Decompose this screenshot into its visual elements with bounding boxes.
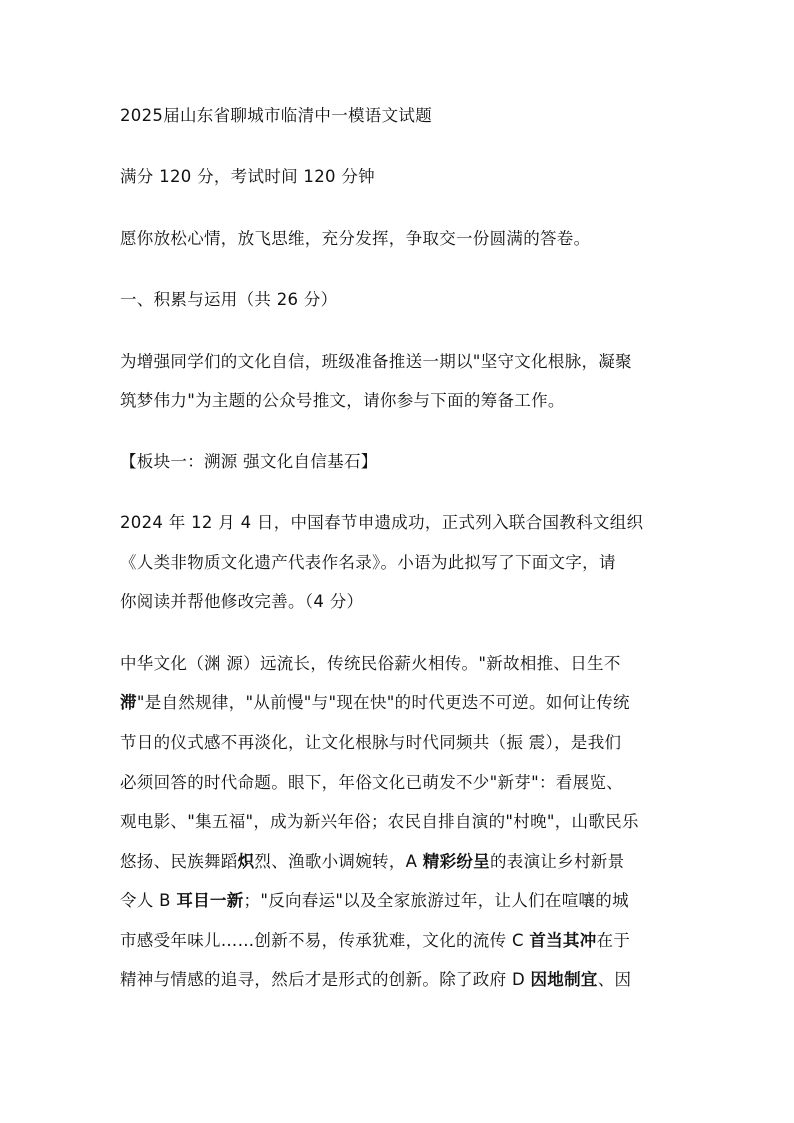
passage-line-2	[120, 693, 630, 713]
option-b-term: 耳目一新	[176, 891, 244, 910]
passage-line-7	[120, 891, 629, 911]
passage-line-6-b: 烈、渔歌小调婉转，A	[254, 852, 423, 871]
passage-line-7-b: ；"反向春运"以及全家旅游过年，让人们在喧嚷的城	[243, 891, 629, 910]
task-line-1: 2024 年 12 月 4 日，中国春节申遗成功，正式列入联合国教科文组织	[120, 513, 644, 532]
passage-line-8	[120, 931, 630, 951]
document-title: 2025届山东省聊城市临清中一模语文试题	[120, 106, 432, 125]
passage-line-6-c: 的表演让乡村新景	[489, 852, 625, 871]
option-d-term: 因地制宜	[530, 970, 598, 989]
passage-line-3: 节日的仪式感不再淡化，让文化根脉与时代同频共（振 震），是我们	[120, 733, 622, 752]
passage-line-9	[120, 970, 631, 990]
passage-line-8-a: 市感受年味儿……创新不易，传承犹难，文化的流传 C	[120, 931, 530, 950]
block-heading: 【板块一：溯源 强文化自信基石】	[120, 452, 378, 471]
task-line-3: 你阅读并帮他修改完善。（4 分）	[120, 592, 364, 611]
passage-line-8-b: 在于	[596, 931, 631, 950]
passage-line-2-text: "是自然规律，"从前慢"与"现在快"的时代更迭不可逆。如何让传统	[136, 693, 630, 712]
passage-line-4: 必须回答的时代命题。眼下，年俗文化已萌发不少"新芽"：看展览、	[120, 773, 623, 792]
task-line-2: 《人类非物质文化遗产代表作名录》。小语为此拟写了下面文字，请	[120, 553, 616, 572]
passage-line-1: 中华文化（渊 源）远流长，传统民俗薪火相传。"新故相推、日生不	[120, 654, 621, 673]
intro-line-2: 筑梦伟力"为主题的公众号推文，请你参与下面的筹备工作。	[120, 391, 565, 410]
passage-line-6	[120, 852, 624, 872]
section-heading: 一、积累与运用（共 26 分）	[120, 290, 338, 309]
passage-line-7-a: 令人 B	[120, 891, 177, 910]
intro-line-1: 为增强同学们的文化自信，班级准备推送一期以"坚守文化根脉，凝聚	[120, 352, 632, 371]
bold-word-zhi: 滞	[120, 693, 137, 712]
option-a-term: 精彩纷呈	[422, 852, 490, 871]
option-c-term: 首当其冲	[529, 931, 597, 950]
bold-char-chi: 炽	[237, 852, 255, 871]
encouragement-text: 愿你放松心情，放飞思维，充分发挥，争取交一份圆满的答卷。	[120, 229, 591, 248]
score-info: 满分 120 分，考试时间 120 分钟	[120, 167, 375, 186]
passage-line-6-a: 悠扬、民族舞蹈	[120, 852, 238, 871]
passage-line-9-b: 、因	[597, 970, 632, 989]
passage-line-9-a: 精神与情感的追寻，然后才是形式的创新。除了政府 D	[120, 970, 531, 989]
passage-line-5: 观电影、"集五福"，成为新兴年俗；农民自排自演的"村晚"，山歌民乐	[120, 812, 639, 831]
